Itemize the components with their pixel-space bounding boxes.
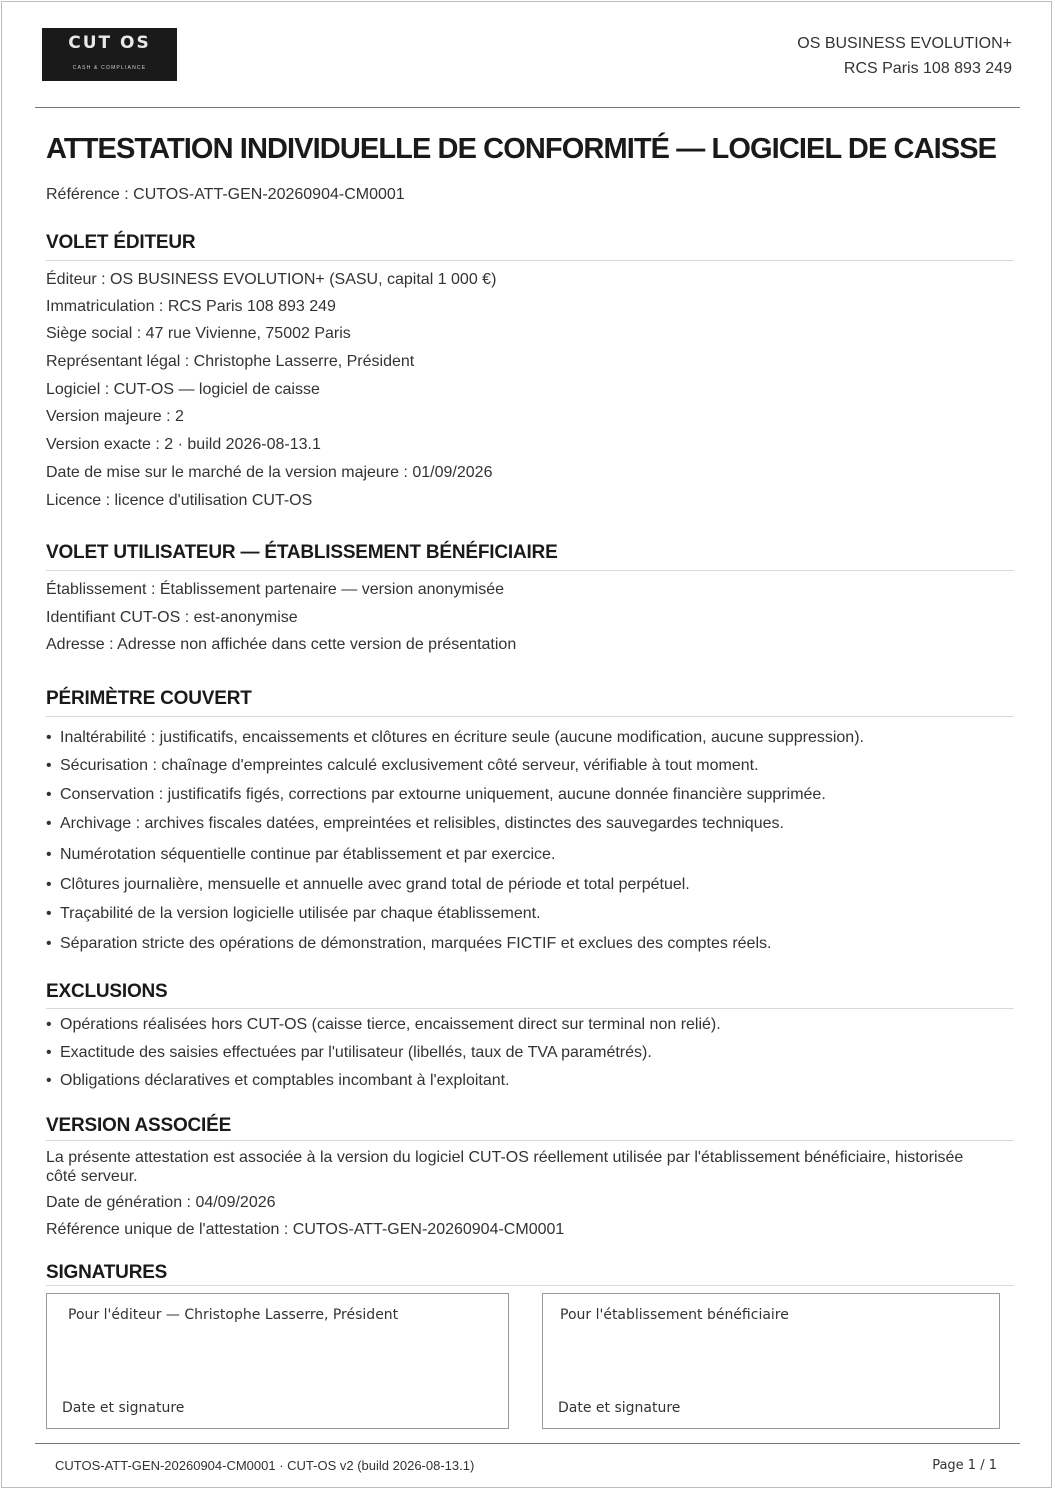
- signature-date-label: Date et signature: [558, 1400, 681, 1416]
- section-divider: [46, 260, 1014, 261]
- perimetre-item: [46, 729, 864, 747]
- editeur-line: Siège social : 47 rue Vivienne, 75002 Paris: [46, 325, 351, 342]
- exclusion-item-text: Obligations déclaratives et comptables incombant à l'exploitant.: [60, 1072, 510, 1089]
- bullet-marker: •: [46, 876, 52, 893]
- perimetre-item: [46, 905, 541, 923]
- utilisateur-line: Adresse : Adresse non affichée dans cette version de présentation: [46, 636, 517, 653]
- exclusion-item-text: Opérations réalisées hors CUT-OS (caisse tierce, encaissement direct sur terminal non relié).: [60, 1016, 721, 1033]
- bullet-marker: •: [46, 786, 52, 803]
- signature-date-label: Date et signature: [62, 1400, 185, 1416]
- section-heading-version: VERSION ASSOCIÉE: [46, 1115, 232, 1136]
- bullet-marker: •: [46, 1072, 52, 1089]
- perimetre-item-text: Conservation : justificatifs figés, corrections par extourne uniquement, aucune donnée financière supprimée.: [60, 786, 826, 803]
- perimetre-item-text: Sécurisation : chaînage d'empreintes calculé exclusivement côté serveur, vérifiable à tout moment.: [60, 757, 759, 774]
- document-reference: Référence : CUTOS-ATT-GEN-20260904-CM0001: [46, 186, 405, 203]
- signature-box-etablissement[interactable]: [542, 1293, 1000, 1429]
- header-divider: [35, 107, 1020, 108]
- document-title: ATTESTATION INDIVIDUELLE DE CONFORMITÉ — LOGICIEL DE CAISSE: [46, 133, 997, 165]
- section-heading-exclusions: EXCLUSIONS: [46, 981, 168, 1002]
- signature-box-editeur[interactable]: [46, 1293, 509, 1429]
- perimetre-item-text: Séparation stricte des opérations de démonstration, marquées FICTIF et exclues des comptes réels.: [60, 935, 772, 952]
- page-number: Page 1 / 1: [932, 1458, 997, 1473]
- cut-os-logo: [42, 28, 177, 81]
- signature-label-editeur: Pour l'éditeur — Christophe Lasserre, Président: [68, 1307, 399, 1323]
- footer-divider: [35, 1443, 1020, 1444]
- editeur-line: Version majeure : 2: [46, 408, 184, 425]
- bullet-marker: •: [46, 815, 52, 832]
- bullet-marker: •: [46, 846, 52, 863]
- utilisateur-line: Établissement : Établissement partenaire — version anonymisée: [46, 581, 504, 598]
- exclusion-item: [46, 1016, 721, 1034]
- company-header: [797, 31, 1012, 81]
- perimetre-item: [46, 786, 826, 804]
- editeur-line: Représentant légal : Christophe Lasserre, Président: [46, 353, 415, 370]
- company-name: OS BUSINESS EVOLUTION+: [797, 35, 1012, 52]
- editeur-line: Logiciel : CUT-OS — logiciel de caisse: [46, 381, 320, 398]
- perimetre-item: [46, 815, 784, 833]
- logo-text: CUT OS: [68, 33, 151, 53]
- perimetre-item-text: Traçabilité de la version logicielle utilisée par chaque établissement.: [60, 905, 541, 922]
- editeur-line: Version exacte : 2 · build 2026-08-13.1: [46, 436, 321, 453]
- bullet-marker: •: [46, 1016, 52, 1033]
- perimetre-item-text: Archivage : archives fiscales datées, empreintées et relisibles, distinctes des sauvegardes techniques.: [60, 815, 784, 832]
- exclusion-item: [46, 1072, 510, 1090]
- editeur-line: Immatriculation : RCS Paris 108 893 249: [46, 298, 336, 315]
- section-divider: [46, 716, 1014, 717]
- company-rcs: RCS Paris 108 893 249: [843, 60, 1012, 77]
- logo-tagline: CASH & COMPLIANCE: [72, 65, 147, 71]
- footer-reference: CUTOS-ATT-GEN-20260904-CM0001 · CUT-OS v2 (build 2026-08-13.1): [55, 1458, 475, 1473]
- section-divider: [46, 1140, 1014, 1141]
- utilisateur-line: Identifiant CUT-OS : est-anonymise: [46, 609, 298, 626]
- generation-date: Date de génération : 04/09/2026: [46, 1194, 276, 1211]
- perimetre-item-text: Clôtures journalière, mensuelle et annuelle avec grand total de période et total perpétuel.: [60, 876, 690, 893]
- perimetre-item: [46, 935, 771, 953]
- perimetre-item-text: Numérotation séquentielle continue par établissement et par exercice.: [60, 846, 556, 863]
- section-divider: [46, 570, 1014, 571]
- signature-label-etablissement: Pour l'établissement bénéficiaire: [560, 1307, 789, 1323]
- exclusion-item: [46, 1044, 652, 1062]
- section-heading-signatures: SIGNATURES: [46, 1262, 168, 1283]
- section-heading-editeur: VOLET ÉDITEUR: [46, 232, 196, 253]
- bullet-marker: •: [46, 729, 52, 746]
- perimetre-item: [46, 757, 759, 775]
- section-heading-utilisateur: VOLET UTILISATEUR — ÉTABLISSEMENT BÉNÉFICIAIRE: [46, 542, 558, 563]
- perimetre-item: [46, 846, 555, 864]
- bullet-marker: •: [46, 1044, 52, 1061]
- bullet-marker: •: [46, 757, 52, 774]
- section-divider: [46, 1285, 1014, 1286]
- editeur-line: Éditeur : OS BUSINESS EVOLUTION+ (SASU, capital 1 000 €): [46, 271, 497, 288]
- section-divider: [46, 1008, 1014, 1009]
- editeur-line: Licence : licence d'utilisation CUT-OS: [46, 492, 313, 509]
- perimetre-item-text: Inaltérabilité : justificatifs, encaissements et clôtures en écriture seule (aucune modification, aucune suppression).: [60, 729, 864, 746]
- version-paragraph: La présente attestation est associée à la version du logiciel CUT-OS réellement utilisée par l'établissement bénéficiaire, historisée côté serveur.: [46, 1149, 964, 1185]
- unique-reference: Référence unique de l'attestation : CUTOS-ATT-GEN-20260904-CM0001: [46, 1221, 565, 1238]
- section-heading-perimetre: PÉRIMÈTRE COUVERT: [46, 688, 252, 709]
- bullet-marker: •: [46, 905, 52, 922]
- editeur-line: Date de mise sur le marché de la version majeure : 01/09/2026: [46, 464, 493, 481]
- exclusion-item-text: Exactitude des saisies effectuées par l'utilisateur (libellés, taux de TVA paramétrés).: [60, 1044, 652, 1061]
- perimetre-item: [46, 876, 690, 894]
- bullet-marker: •: [46, 935, 52, 952]
